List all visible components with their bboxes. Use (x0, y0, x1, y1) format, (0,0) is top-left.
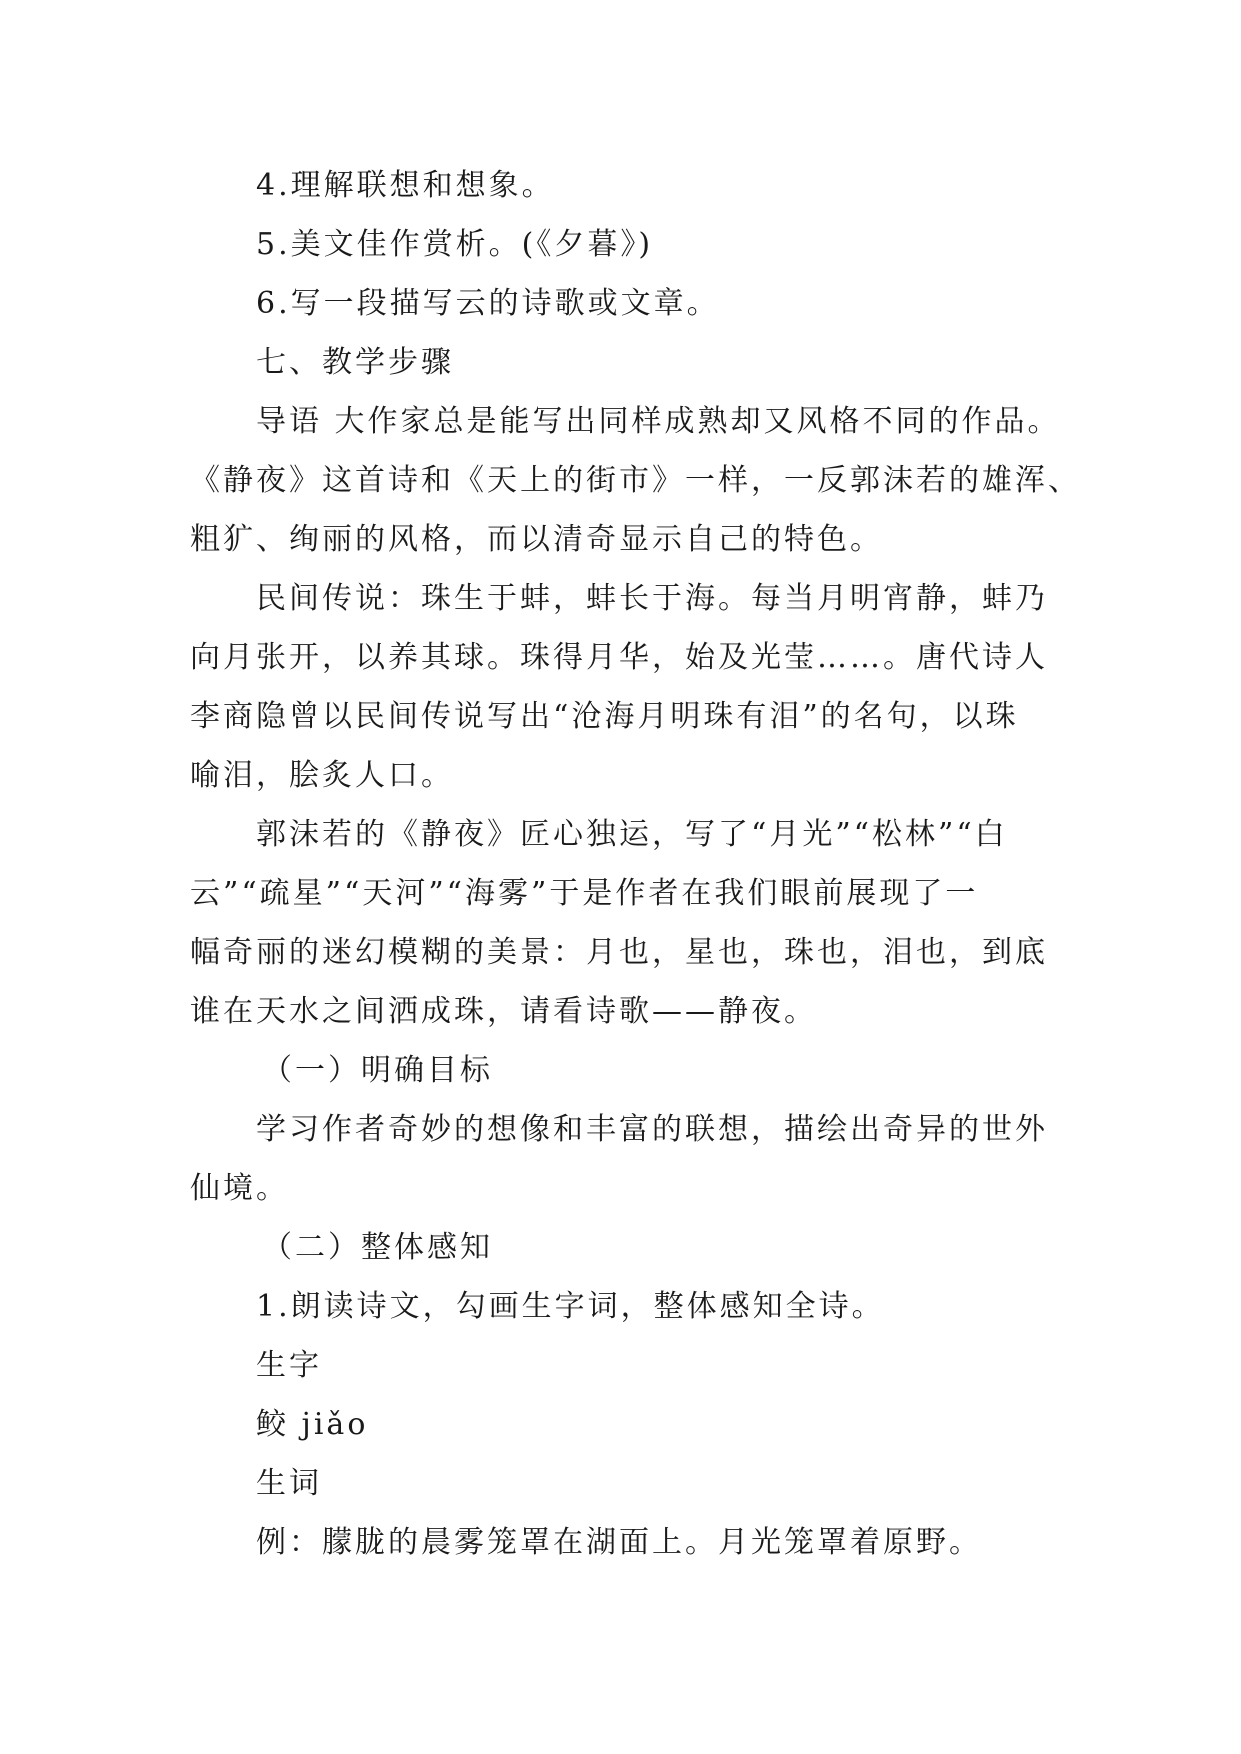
intro-paragraph-line-1: 导语 大作家总是能写出同样成熟却又风格不同的作品。 (256, 404, 1061, 439)
intro-paragraph-line-3: 粗犷、绚丽的风格，而以清奇显示自己的特色。 (190, 522, 883, 557)
objectives-line-2: 仙境。 (190, 1171, 289, 1206)
new-character-entry: 鲛 jiǎo (256, 1407, 369, 1442)
legend-paragraph-line-1: 民间传说：珠生于蚌，蚌长于海。每当月明宵静，蚌乃 (256, 581, 1048, 616)
list-item-6: 6.写一段描写云的诗歌或文章。 (256, 286, 720, 321)
legend-paragraph-line-2: 向月张开，以养其球。珠得月华，始及光莹……。唐代诗人 (190, 640, 1048, 675)
legend-paragraph-line-4: 喻泪，脍炙人口。 (190, 758, 454, 793)
list-item-5: 5.美文佳作赏析。(《夕暮》) (256, 227, 654, 262)
new-words-label: 生词 (256, 1466, 322, 1501)
subheading-overall-perception: （二）整体感知 (262, 1230, 493, 1265)
objectives-line-1: 学习作者奇妙的想像和丰富的联想，描绘出奇异的世外 (256, 1112, 1048, 1147)
poem-intro-line-4: 谁在天水之间洒成珠，请看诗歌——静夜。 (190, 994, 817, 1029)
intro-paragraph-line-2: 《静夜》这首诗和《天上的街市》一样，一反郭沫若的雄浑、 (190, 463, 1081, 498)
subheading-objectives: （一）明确目标 (262, 1053, 493, 1088)
poem-intro-line-2: 云”“疏星”“天河”“海雾”于是作者在我们眼前展现了一 (190, 876, 979, 911)
example-sentence: 例：朦胧的晨雾笼罩在湖面上。月光笼罩着原野。 (256, 1525, 982, 1560)
new-characters-label: 生字 (256, 1348, 322, 1383)
step-item-1: 1.朗读诗文，勾画生字词，整体感知全诗。 (256, 1289, 885, 1324)
poem-intro-line-3: 幅奇丽的迷幻模糊的美景：月也，星也，珠也，泪也，到底 (190, 935, 1048, 970)
poem-intro-line-1: 郭沫若的《静夜》匠心独运，写了“月光”“松林”“白 (256, 817, 1008, 852)
legend-paragraph-line-3: 李商隐曾以民间传说写出“沧海月明珠有泪”的名句，以珠 (190, 699, 1019, 734)
list-item-4: 4.理解联想和想象。 (256, 168, 555, 203)
section-heading-teaching-steps: 七、教学步骤 (256, 345, 454, 380)
